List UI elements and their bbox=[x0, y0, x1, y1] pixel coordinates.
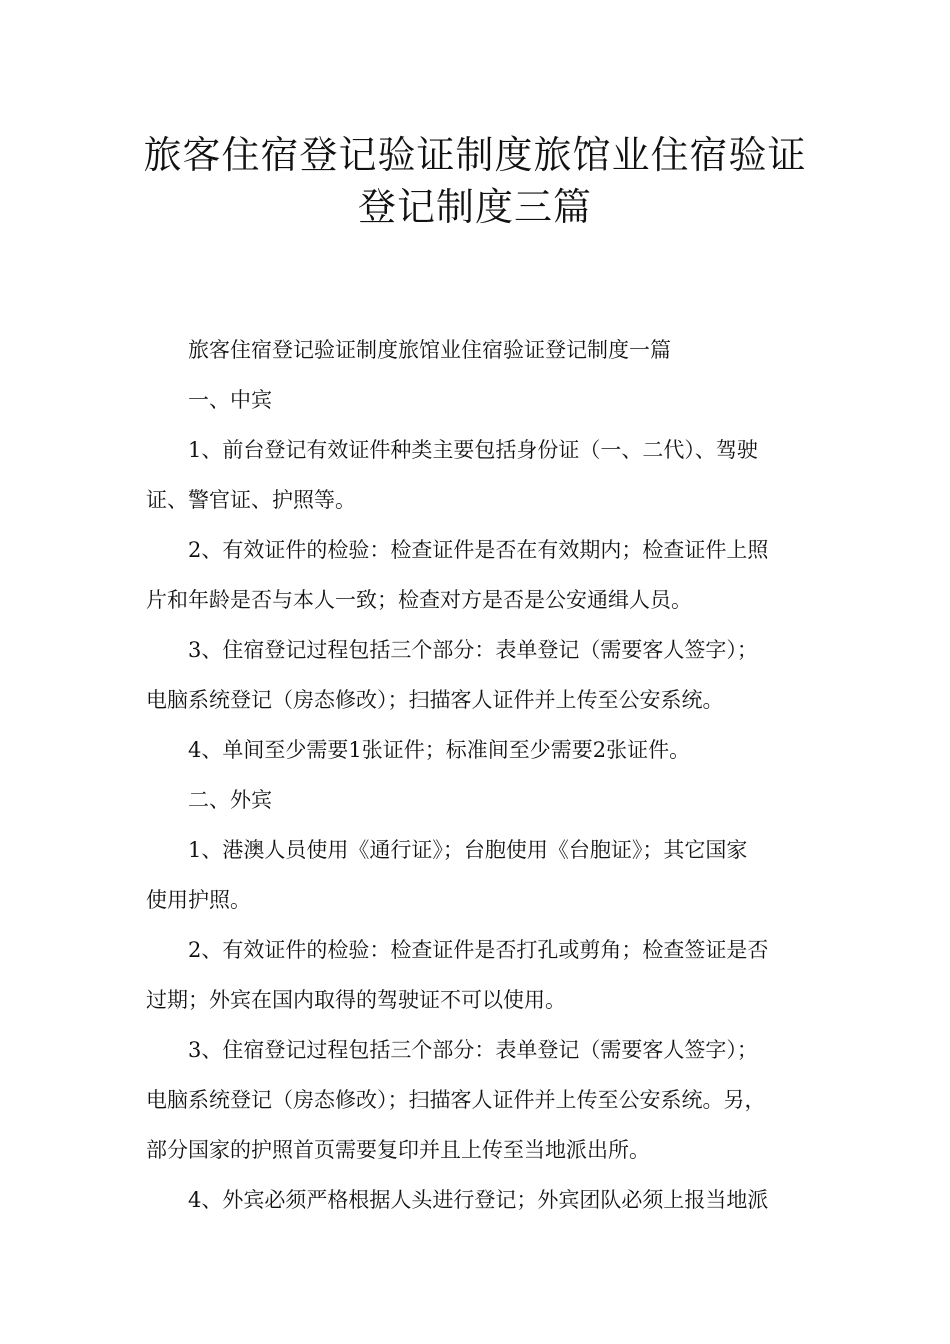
paragraph-line: 3、住宿登记过程包括三个部分：表单登记（需要客人签字）； bbox=[188, 638, 758, 662]
paragraph-line: 使用护照。 bbox=[146, 888, 251, 912]
paragraph-line: 4、外宾必须严格根据人头进行登记；外宾团队必须上报当地派 bbox=[188, 1188, 769, 1212]
paragraph-line: 2、有效证件的检验：检查证件是否打孔或剪角；检查签证是否 bbox=[188, 938, 769, 962]
paragraph-line: 1、前台登记有效证件种类主要包括身份证（一、二代）、驾驶 bbox=[188, 438, 758, 462]
paragraph-line: 电脑系统登记（房态修改）；扫描客人证件并上传至公安系统。另， bbox=[146, 1088, 766, 1112]
paragraph-line: 片和年龄是否与本人一致；检查对方是否是公安通缉人员。 bbox=[146, 588, 692, 612]
paragraph-line: 4、单间至少需要1张证件；标准间至少需要2张证件。 bbox=[188, 738, 691, 762]
paragraph-line: 1、港澳人员使用《通行证》；台胞使用《台胞证》；其它国家 bbox=[188, 838, 748, 862]
paragraph-line: 电脑系统登记（房态修改）；扫描客人证件并上传至公安系统。 bbox=[146, 688, 724, 712]
paragraph-line: 证、警官证、护照等。 bbox=[146, 488, 356, 512]
paragraph-line: 过期；外宾在国内取得的驾驶证不可以使用。 bbox=[146, 988, 566, 1012]
document-title-line-1: 旅客住宿登记验证制度旅馆业住宿验证 bbox=[143, 133, 807, 177]
section-heading-part-one: 旅客住宿登记验证制度旅馆业住宿验证登记制度一篇 bbox=[188, 338, 671, 362]
document-title-line-2: 登记制度三篇 bbox=[357, 185, 592, 229]
paragraph-line: 部分国家的护照首页需要复印并且上传至当地派出所。 bbox=[146, 1138, 650, 1162]
section-heading-domestic: 一、中宾 bbox=[188, 388, 272, 412]
section-heading-foreign: 二、外宾 bbox=[188, 788, 272, 812]
paragraph-line: 3、住宿登记过程包括三个部分：表单登记（需要客人签字）； bbox=[188, 1038, 758, 1062]
paragraph-line: 2、有效证件的检验：检查证件是否在有效期内；检查证件上照 bbox=[188, 538, 769, 562]
